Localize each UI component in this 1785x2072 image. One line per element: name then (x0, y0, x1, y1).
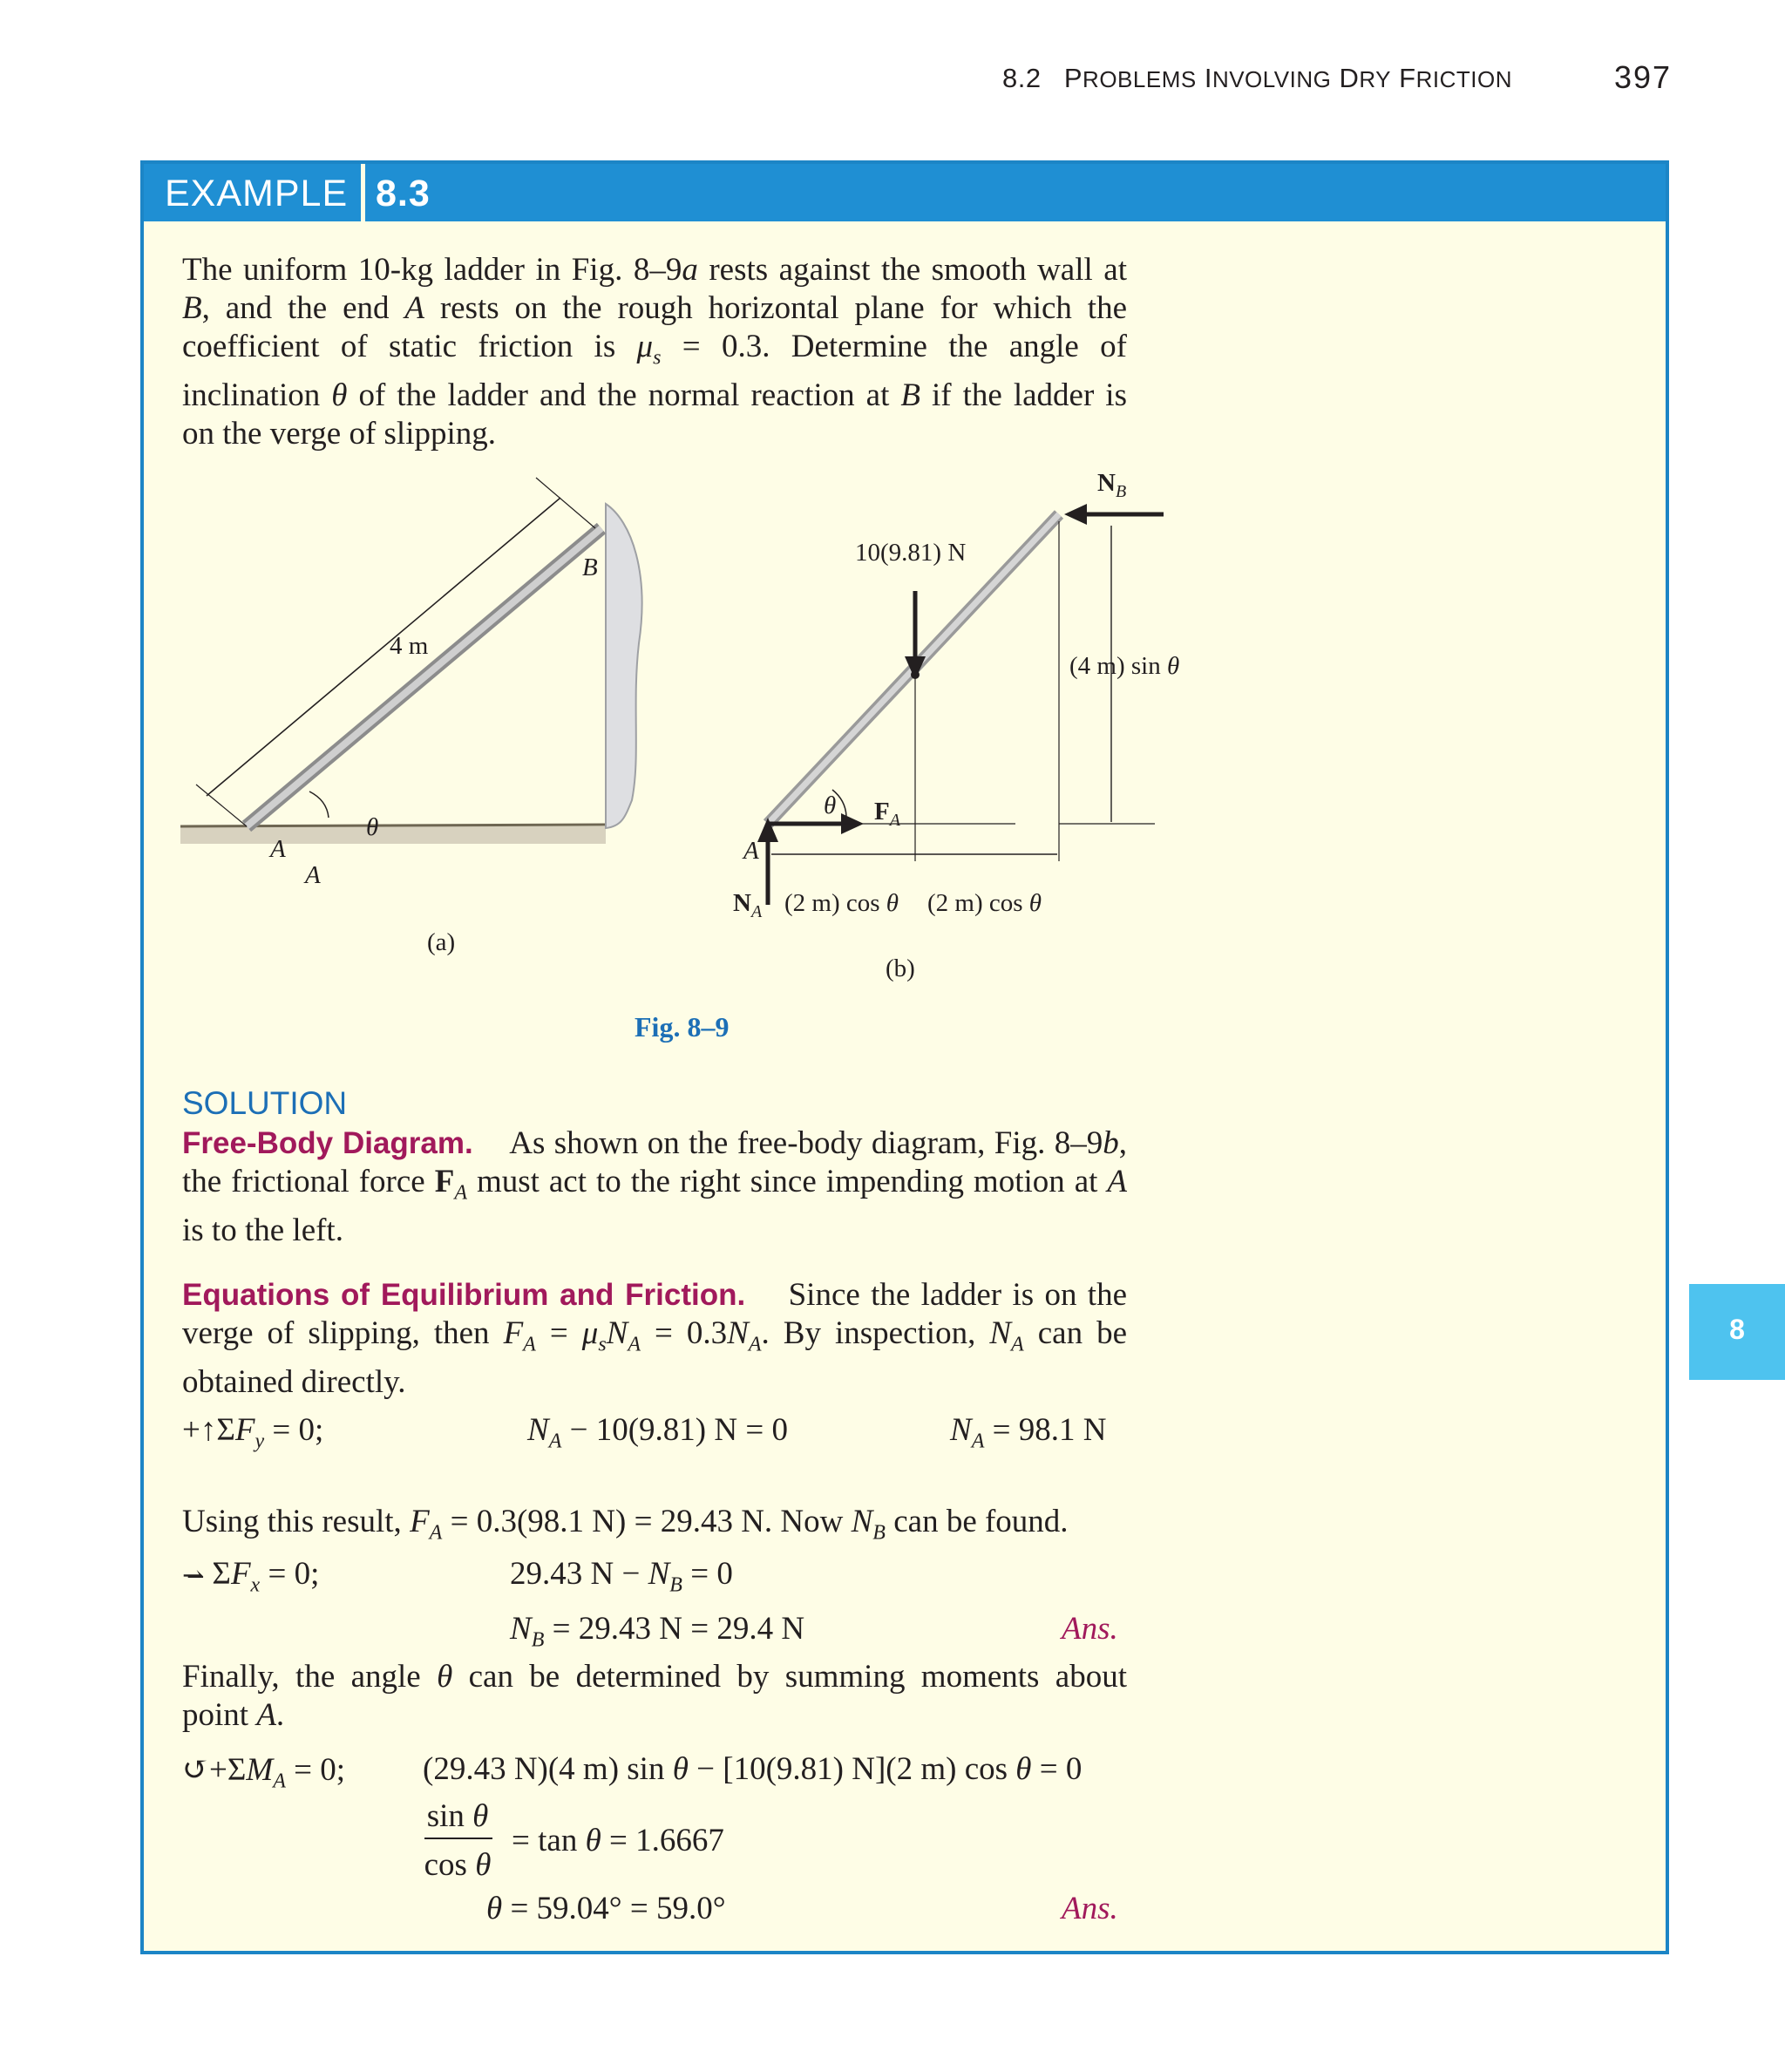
sum-fx-label: ⇀̶ $\Sigma F_x = 0$; (182, 1556, 320, 1597)
nb-result: $N_B = 29.43$ N = 29.4 N (510, 1611, 805, 1652)
sum-ma-label: $↺+\Sigma M_A = 0$; (182, 1752, 346, 1793)
theta-arc-a (309, 791, 329, 818)
fbd-title: Free-Body Diagram. (182, 1126, 473, 1160)
problem-line: on the verge of slipping. (182, 416, 497, 452)
example-box (140, 160, 1669, 1954)
nb-label: $N_B$ (1097, 469, 1127, 501)
finally-paragraph: Finally, the angle θ can be determined by summing moments about point A. (182, 1659, 1128, 1733)
moment-equation: (29.43 N)(4 m) sin θ − [10(9.81) N](2 m) cos θ = 0 (423, 1751, 1083, 1787)
ladder-a (247, 528, 601, 826)
fraction-bar (424, 1838, 492, 1839)
na-label: $N_A$ (733, 889, 763, 921)
length-label: 4 m (390, 632, 429, 660)
problem-line: coefficient of static friction is $\mu_s = 0.3$. Determine the angle of (182, 329, 1127, 370)
answer-label-1: Ans. (1062, 1611, 1118, 1647)
chapter-tab: 8 (1689, 1284, 1785, 1380)
sum-fx-equation: 29.43 $N - N_B = 0$ (510, 1556, 733, 1597)
example-label: EXAMPLE (165, 173, 349, 214)
using-result-line: Using this result, $F_A = 0.3(98.1$ N) = 29.43 N. Now $N_B$ can be found. (182, 1504, 1069, 1545)
problem-line: inclination θ of the ladder and the normal reaction at B if the ladder is (182, 377, 1127, 414)
equilibrium-paragraph: Equations of Equilibrium and Friction. Since the ladder is on the verge of slipping, then $F_A = \mu_sN_A = 0.3N_A$. By inspection, $N_A$ can be obtained directly. (182, 1277, 1128, 1401)
section-title: PROBLEMS INVOLVING DRY FRICTION (1063, 63, 1512, 93)
problem-line: B, and the end A rests on the rough horizontal plane for which the (182, 290, 1128, 326)
label-a-b: A (743, 837, 759, 865)
tan-equation: = tan θ = 1.6667 (512, 1823, 724, 1858)
page-number: 397 (1614, 59, 1673, 95)
na-result: $N_A = 98.1$ N (950, 1412, 1107, 1453)
label-a-left: A (270, 835, 286, 863)
theta-label-b: θ (824, 791, 837, 819)
ext-line-a2 (536, 478, 595, 528)
dimension-line-a (207, 498, 560, 796)
sum-fy-label: $+↑\Sigma F_y = 0$; (182, 1412, 324, 1453)
dim-label-2: (2 m) cos θ (927, 889, 1042, 917)
section-number: 8.2 (1002, 63, 1042, 93)
fa-label: $F_A$ (874, 798, 900, 830)
figure-caption: Fig. 8–9 (635, 1011, 730, 1043)
center-of-gravity (911, 670, 920, 679)
theta-result: θ = 59.04° = 59.0° (486, 1891, 726, 1926)
ext-line-a1 (196, 785, 247, 826)
label-b-a: B (582, 554, 598, 581)
sum-fy-equation: $N_A - 10(9.81) N = 0$ (527, 1412, 788, 1453)
theta-label-a: θ (366, 813, 379, 841)
answer-label-2: Ans. (1062, 1891, 1118, 1926)
solution-heading: SOLUTION (182, 1085, 348, 1121)
subcaption-a: (a) (427, 928, 456, 956)
height-label: (4 m) sin θ (1069, 652, 1180, 680)
fraction-numerator: sin θ (426, 1798, 489, 1834)
label-a-under: A (305, 861, 321, 889)
example-separator (361, 164, 365, 221)
fraction-denominator: cos θ (424, 1847, 492, 1883)
problem-line: The uniform 10-kg ladder in Fig. 8–9a rests against the smooth wall at (182, 252, 1127, 288)
example-number: 8.3 (376, 173, 431, 214)
running-head (1002, 63, 1512, 94)
problem-statement (182, 251, 1127, 453)
wall (606, 504, 642, 828)
fbd-paragraph: Free-Body Diagram. As shown on the free-body diagram, Fig. 8–9b, the frictional force $F_A$ must act to the right since impending motion at A is to the left. (182, 1125, 1128, 1249)
example-header-bar (144, 164, 1666, 221)
eq-title: Equations of Equilibrium and Friction. (182, 1278, 746, 1312)
ground-a (180, 826, 606, 844)
nb-arrowhead (1064, 504, 1087, 525)
weight-label: 10(9.81) N (855, 539, 967, 567)
subcaption-b: (b) (886, 954, 915, 982)
dim-label-1: (2 m) cos θ (784, 889, 899, 917)
